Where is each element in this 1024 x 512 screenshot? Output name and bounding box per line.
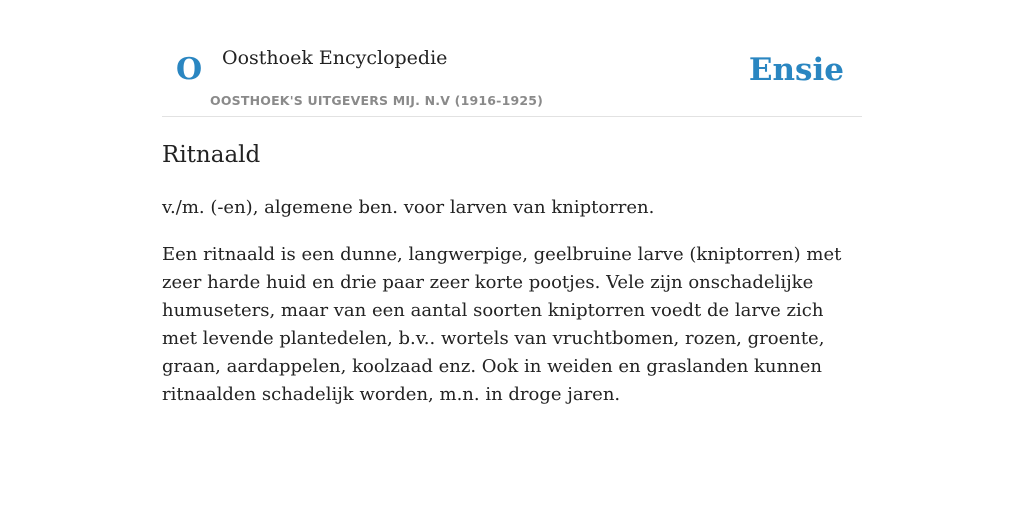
ensie-logo[interactable]: Ensie (748, 52, 844, 88)
entry-definition: v./m. (-en), algemene ben. voor larven van kniptorren. (162, 197, 655, 218)
entry (162, 138, 862, 409)
source-header (162, 36, 862, 117)
entry-body: Een ritnaald is een dunne, langwerpige, geelbruine larve (kniptorren) met zeer harde huid en drie paar zeer korte pootjes. Vele zijn onschadelijke humuseters, maar van een aantal soorten kniptorren voedt de larve zich met levende plantedelen, b.v.. wortels van vruchtbomen, rozen, groente, graan, aardappelen, koolzaad enz. Ook in weiden en graslanden kunnen ritnaalden schadelijk worden, m.n. in droge jaren. (162, 244, 842, 405)
source-subtitle: OOSTHOEK'S UITGEVERS MIJ. N.V (1916-1925) (210, 93, 544, 108)
entry-title: Ritnaald (162, 142, 261, 168)
source-logo[interactable]: O (176, 52, 203, 87)
source-title[interactable]: Oosthoek Encyclopedie (222, 47, 448, 69)
